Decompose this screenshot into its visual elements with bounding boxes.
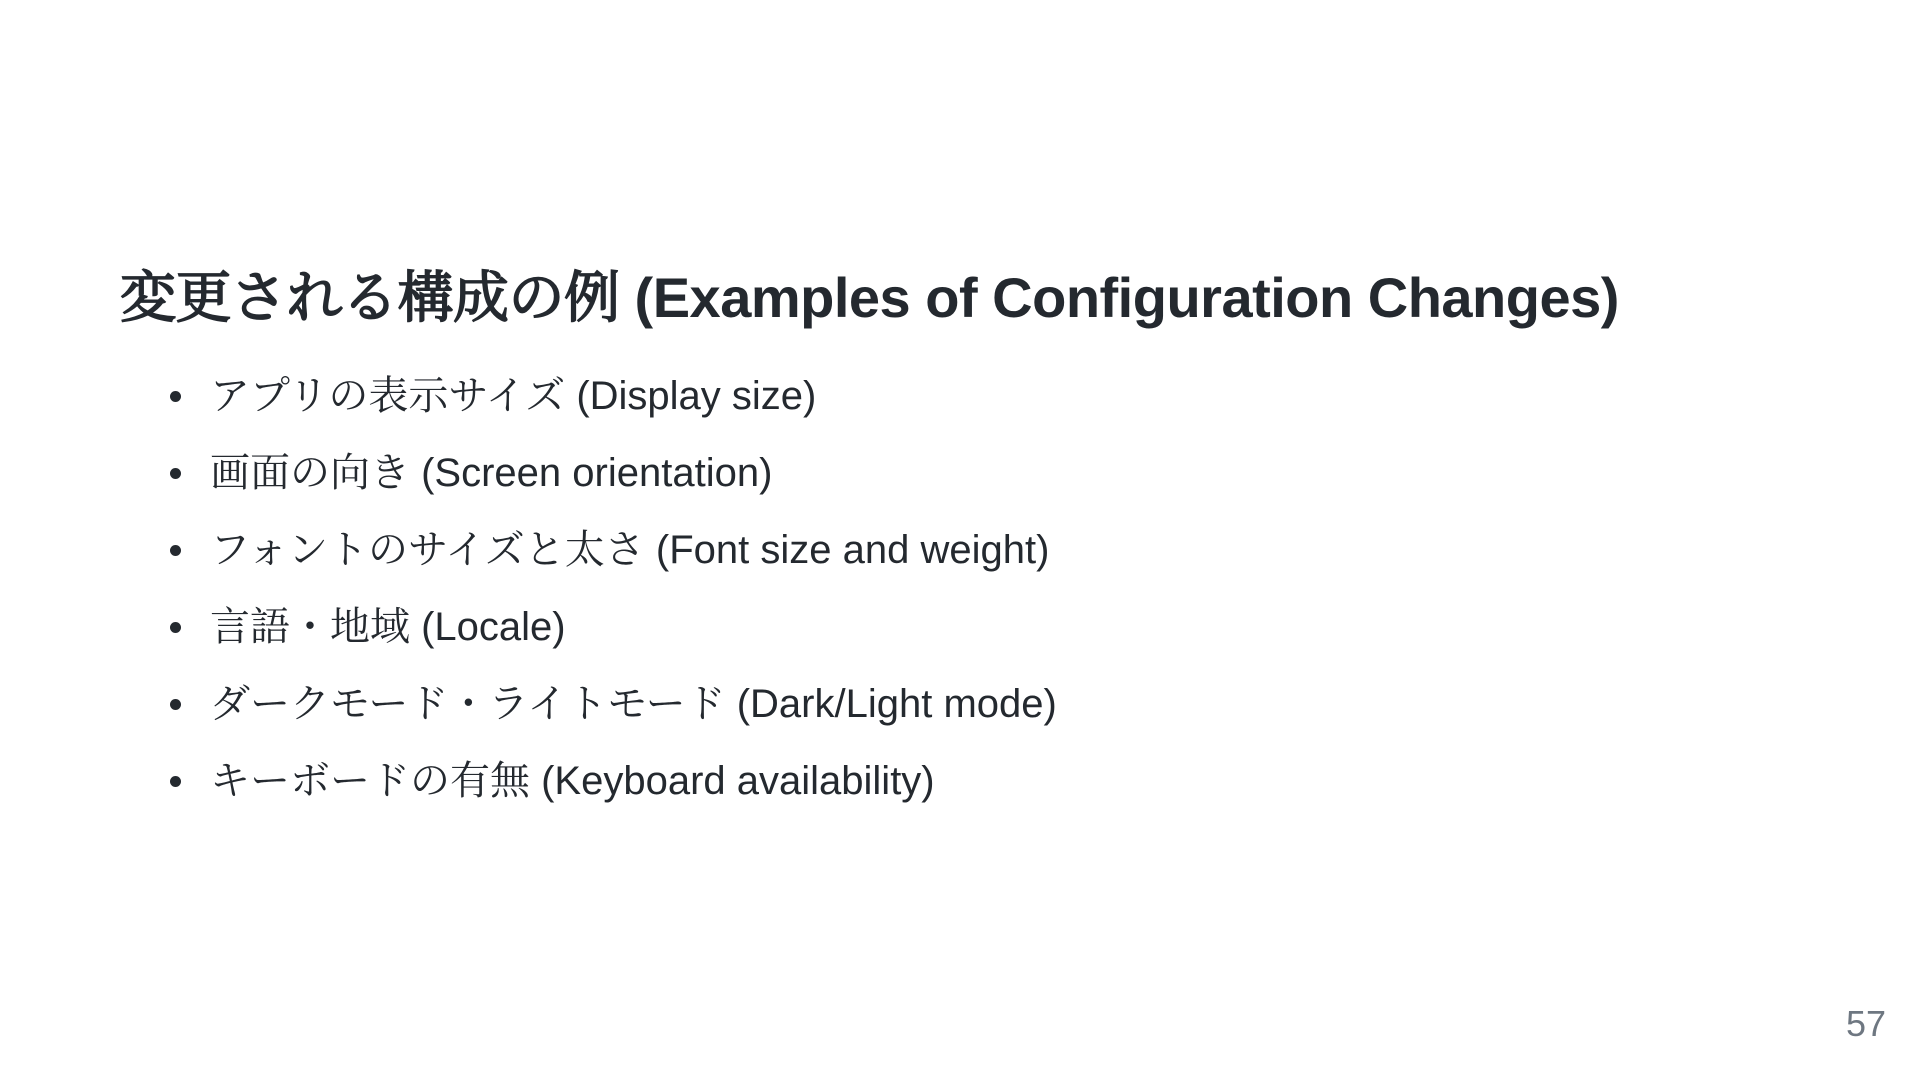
page-number: 57 xyxy=(1845,1003,1886,1044)
list-item-font-size-weight xyxy=(170,524,1820,576)
slide-title: 変更される構成の例 (Examples of Configuration Changes) xyxy=(120,266,1619,329)
list-item-label: 画面の向き (Screen orientation) xyxy=(210,451,773,495)
list-item-label: フォントのサイズと太さ (Font size and weight) xyxy=(210,528,1050,572)
bullet-dot-icon xyxy=(170,776,181,787)
bullet-dot-icon xyxy=(170,468,181,479)
bullet-dot-icon xyxy=(170,391,181,402)
list-item-label: ダークモード・ライトモード (Dark/Light mode) xyxy=(210,682,1057,726)
list-item-keyboard-availability xyxy=(170,755,1820,807)
list-item-display-size xyxy=(170,370,1820,422)
list-item-locale xyxy=(170,601,1820,653)
bullet-dot-icon xyxy=(170,622,181,633)
list-item-screen-orientation xyxy=(170,447,1820,499)
bullet-dot-icon xyxy=(170,545,181,556)
slide-content xyxy=(120,262,1820,832)
bullet-list xyxy=(120,370,1820,807)
list-item-dark-light-mode xyxy=(170,678,1820,730)
list-item-label: アプリの表示サイズ (Display size) xyxy=(210,374,817,418)
list-item-label: 言語・地域 (Locale) xyxy=(210,605,566,649)
bullet-dot-icon xyxy=(170,699,181,710)
list-item-label: キーボードの有無 (Keyboard availability) xyxy=(210,759,935,803)
